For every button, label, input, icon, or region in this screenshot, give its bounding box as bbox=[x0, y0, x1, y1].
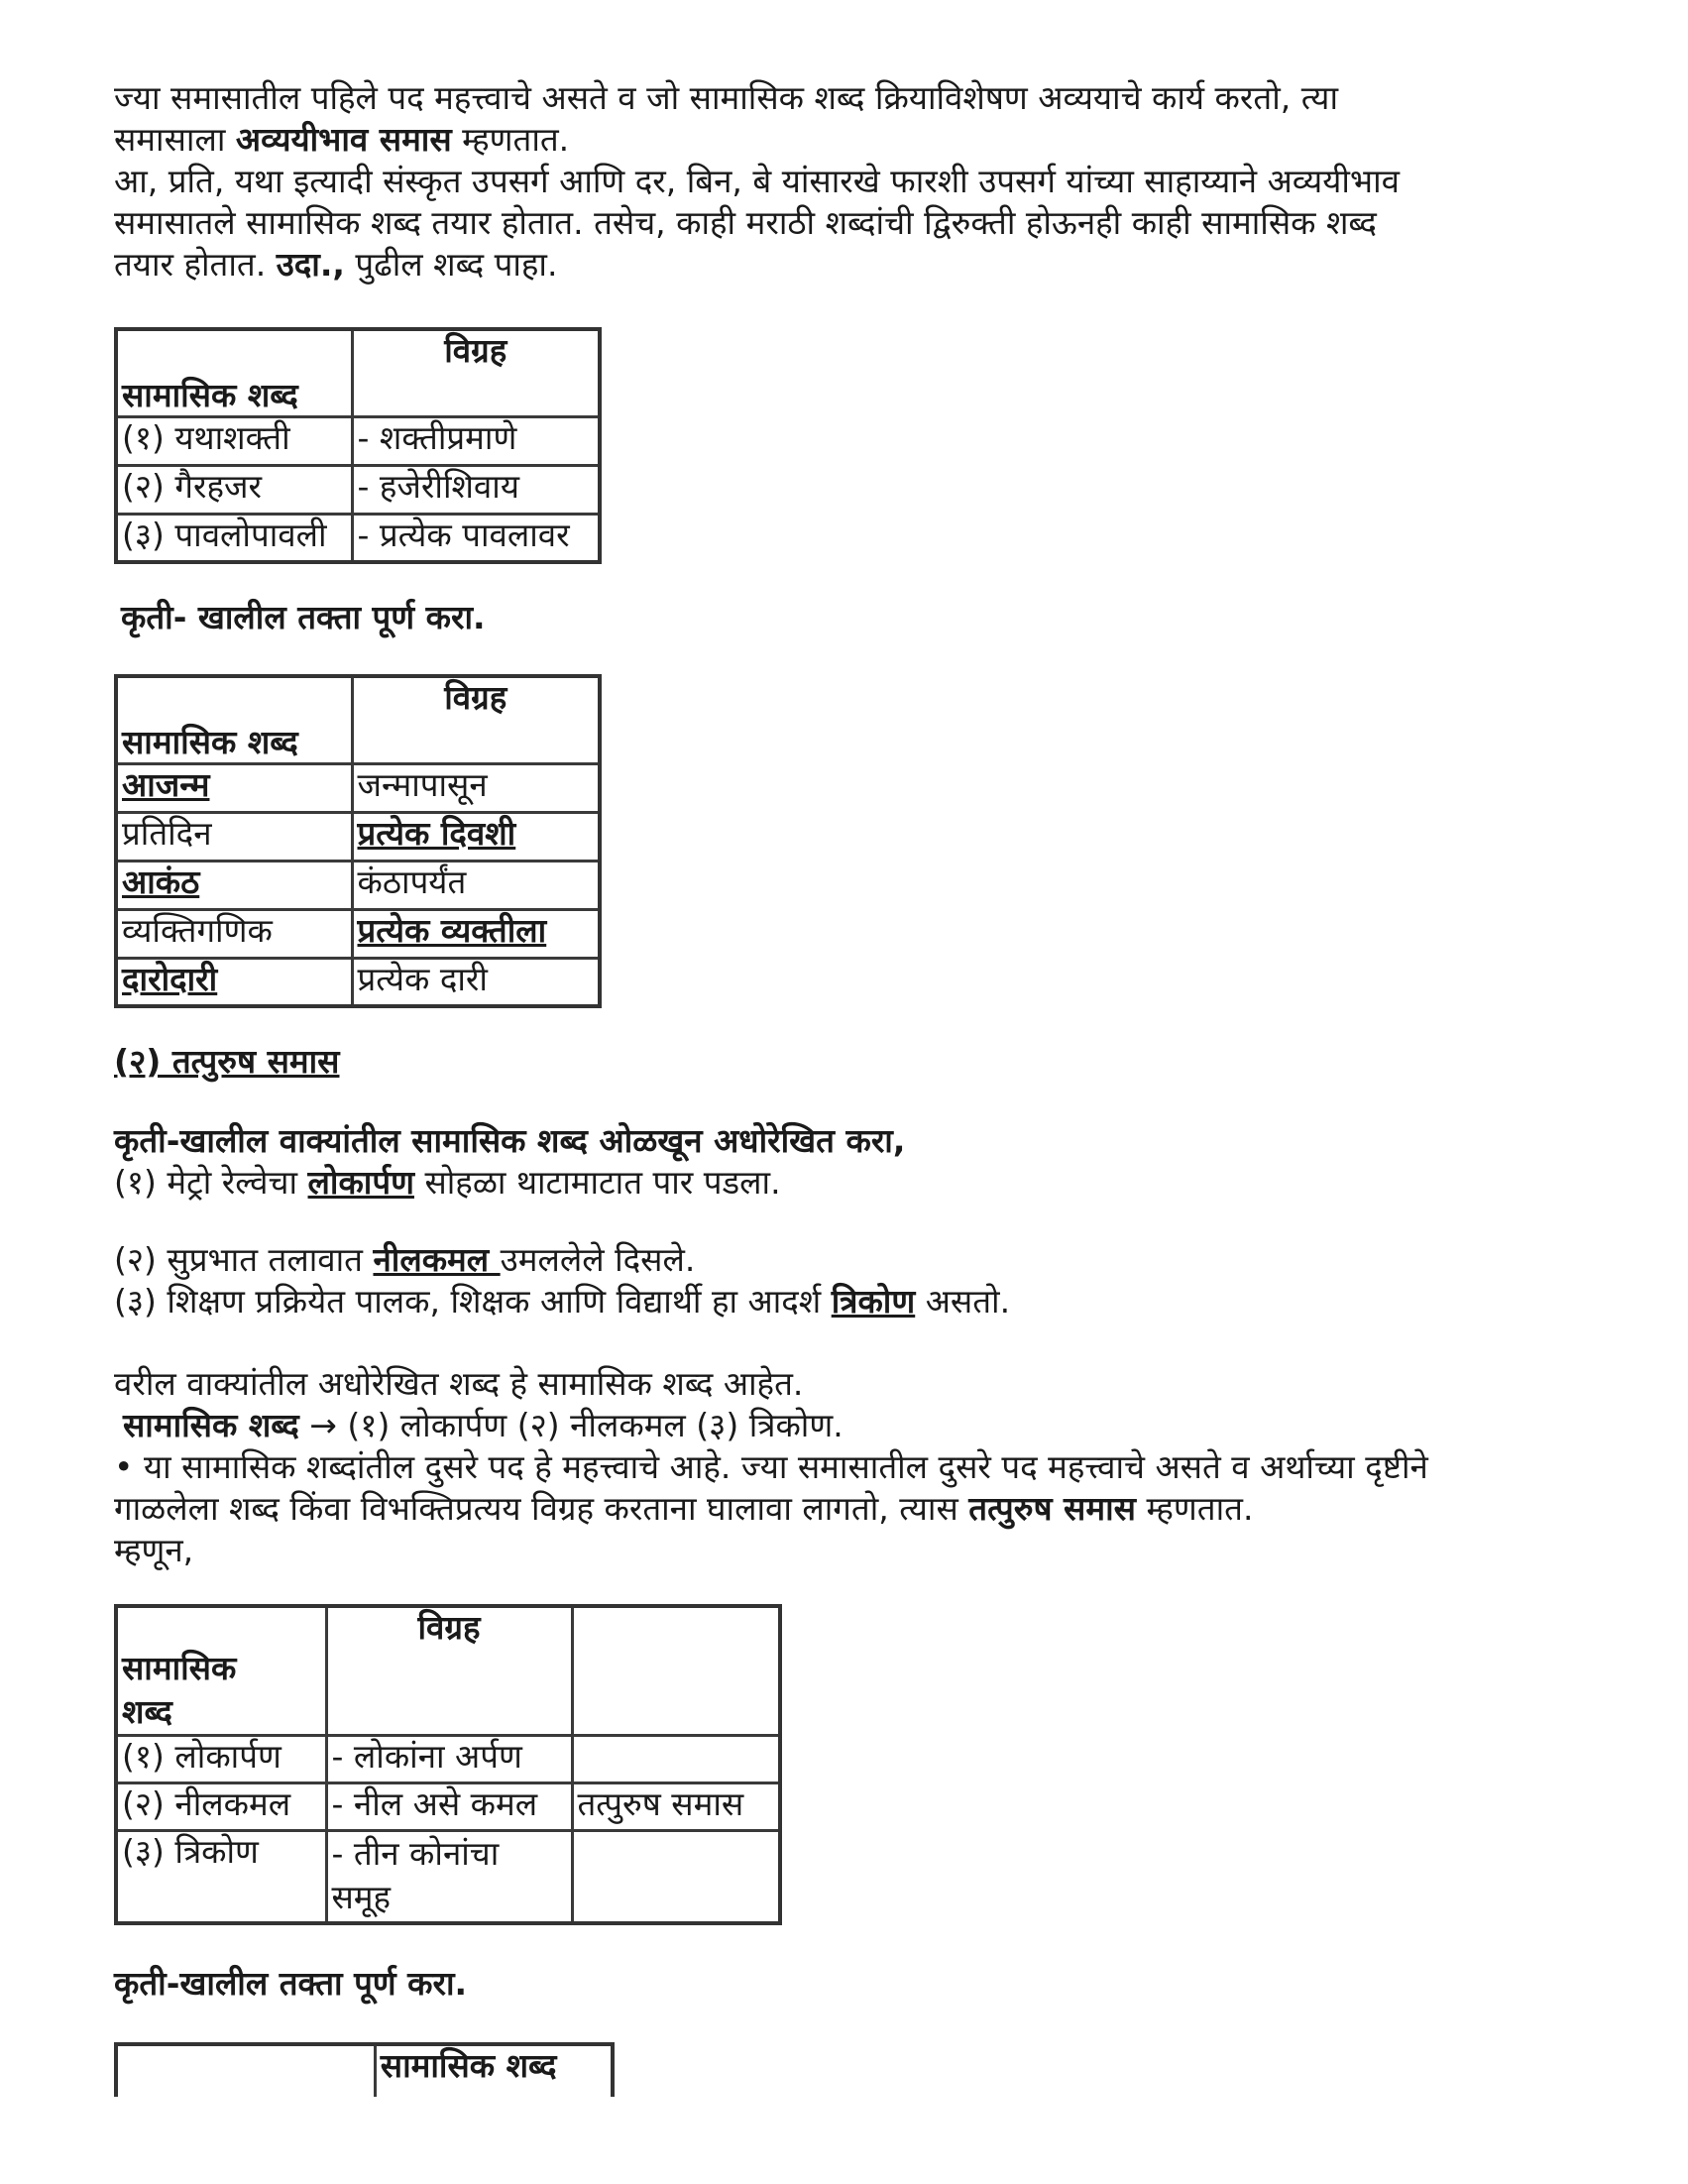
table3-type bbox=[572, 1830, 780, 1923]
table3-word: (३) त्रिकोण bbox=[116, 1830, 326, 1923]
table2-vigraha: जन्मापासून bbox=[352, 763, 600, 812]
table-row bbox=[116, 909, 600, 958]
table-row bbox=[116, 958, 600, 1006]
table2-header-vigraha: विग्रह bbox=[352, 676, 600, 763]
explanation-line-1: वरील वाक्यांतील अधोरेखित शब्द हे सामासिक शब्द आहेत. bbox=[114, 1364, 804, 1403]
table1-word: (१) यथाशक्ती bbox=[116, 416, 352, 465]
table2-header-word: सामासिक शब्द bbox=[116, 676, 352, 763]
table2-answer-word: दारोदारी bbox=[116, 958, 352, 1006]
activity-2-title: कृती-खालील तक्ता पूर्ण करा. bbox=[114, 1964, 468, 2003]
explanation-line-5: म्हणून, bbox=[114, 1531, 194, 1569]
table3-header-empty bbox=[572, 1606, 780, 1735]
sentence-3: (३) शिक्षण प्रक्रियेत पालक, शिक्षक आणि विद्यार्थी हा आदर्श त्रिकोण असतो. bbox=[114, 1282, 1011, 1321]
table3-type bbox=[572, 1735, 780, 1782]
table2-vigraha: कंठापर्यंत bbox=[352, 861, 600, 909]
section2-activity-title: कृती-खालील वाक्यांतील सामासिक शब्द ओळखून अधोरेखित करा, bbox=[114, 1121, 906, 1160]
table2-answer-vigraha: प्रत्येक व्यक्तीला bbox=[352, 909, 600, 958]
intro-line-3: आ, प्रति, यथा इत्यादी संस्कृत उपसर्ग आणि दर, बिन, बे यांसारखे फारशी उपसर्ग यांच्या साहाय्याने अव्ययीभाव bbox=[114, 162, 1401, 200]
table-row bbox=[116, 861, 600, 909]
section2-activity bbox=[114, 1120, 1561, 1204]
table3-vigraha: - तीन कोनांचा समूह bbox=[326, 1830, 572, 1923]
activity-table-2-clip bbox=[114, 2042, 615, 2097]
intro-line-2: समासाला अव्ययीभाव समास म्हणतात. bbox=[114, 120, 570, 159]
table1-word: (३) पावलोपावली bbox=[116, 514, 352, 562]
activity-1-title: कृती- खालील तक्ता पूर्ण करा. bbox=[121, 598, 486, 636]
section2-explanation bbox=[114, 1363, 1561, 1571]
table1-vigraha: - प्रत्येक पावलावर bbox=[352, 514, 600, 562]
explanation-line-4: गाळलेला शब्द किंवा विभक्तिप्रत्यय विग्रह करताना घालावा लागतो, त्यास तत्पुरुष समास म्हणतात. bbox=[114, 1489, 1254, 1528]
table3-word: (२) नीलकमल bbox=[116, 1782, 326, 1830]
section2-sentences bbox=[114, 1239, 1561, 1322]
table-row bbox=[116, 465, 600, 514]
tatpurush-term: तत्पुरुष समास bbox=[968, 1489, 1136, 1528]
activity-table-2 bbox=[114, 2042, 615, 2097]
table2-word: प्रतिदिन bbox=[116, 812, 352, 861]
table-row bbox=[116, 1830, 780, 1923]
sentence-2: (२) सुप्रभात तलावात नीलकमल उमललेले दिसले. bbox=[114, 1240, 696, 1279]
avyayibhav-term: अव्ययीभाव समास bbox=[235, 120, 452, 159]
table1-vigraha: - हजेरीशिवाय bbox=[352, 465, 600, 514]
table1-word: (२) गैरहजर bbox=[116, 465, 352, 514]
table1-header-word: सामासिक शब्द bbox=[116, 329, 352, 416]
table3-type: तत्पुरुष समास bbox=[572, 1782, 780, 1830]
table2-word: व्यक्तिगणिक bbox=[116, 909, 352, 958]
intro-paragraph bbox=[114, 77, 1561, 286]
table1-vigraha: - शक्तीप्रमाणे bbox=[352, 416, 600, 465]
activity-table-1 bbox=[114, 674, 602, 1008]
table3-vigraha: - लोकांना अर्पण bbox=[326, 1735, 572, 1782]
intro-line-4: समासातले सामासिक शब्द तयार होतात. तसेच, काही मराठी शब्दांची द्विरुक्ती होऊनही काही सामासिक शब्द bbox=[114, 203, 1377, 242]
example-table-1 bbox=[114, 327, 602, 564]
explanation-line-3: • या सामासिक शब्दांतील दुसरे पद हे महत्त्वाचे आहे. ज्या समासातील दुसरे पद महत्त्वाचे असते व अर्थाच्या दृष्टीने bbox=[114, 1447, 1428, 1486]
table4-header-empty bbox=[116, 2044, 375, 2097]
table-row bbox=[116, 763, 600, 812]
table3-word: (१) लोकार्पण bbox=[116, 1735, 326, 1782]
table3-vigraha: - नील असे कमल bbox=[326, 1782, 572, 1830]
table3-header-word: सामासिक शब्द bbox=[116, 1606, 326, 1735]
explanation-line-2: सामासिक शब्द → (१) लोकार्पण (२) नीलकमल (३) त्रिकोण. bbox=[123, 1406, 844, 1444]
table-row bbox=[116, 514, 600, 562]
table2-answer-word: आजन्म bbox=[116, 763, 352, 812]
table4-header-word: सामासिक शब्द bbox=[375, 2044, 613, 2097]
table2-vigraha: प्रत्येक दारी bbox=[352, 958, 600, 1006]
tatpurush-table bbox=[114, 1604, 782, 1925]
table-row bbox=[116, 416, 600, 465]
table-row bbox=[116, 812, 600, 861]
intro-line-1: ज्या समासातील पहिले पद महत्त्वाचे असते व जो सामासिक शब्द क्रियाविशेषण अव्ययाचे कार्य करतो, त्या bbox=[114, 78, 1338, 117]
table2-answer-word: आकंठ bbox=[116, 861, 352, 909]
section-heading-tatpurush: (२) तत्पुरुष समास bbox=[114, 1042, 340, 1081]
table1-header-vigraha: विग्रह bbox=[352, 329, 600, 416]
table2-answer-vigraha: प्रत्येक दिवशी bbox=[352, 812, 600, 861]
intro-line-5: तयार होतात. उदा., पुढील शब्द पाहा. bbox=[114, 245, 558, 284]
table3-header-vigraha: विग्रह bbox=[326, 1606, 572, 1735]
table-row bbox=[116, 1782, 780, 1830]
sentence-1: (१) मेट्रो रेल्वेचा लोकार्पण सोहळा थाटामाटात पार पडला. bbox=[114, 1163, 781, 1202]
table-row bbox=[116, 1735, 780, 1782]
